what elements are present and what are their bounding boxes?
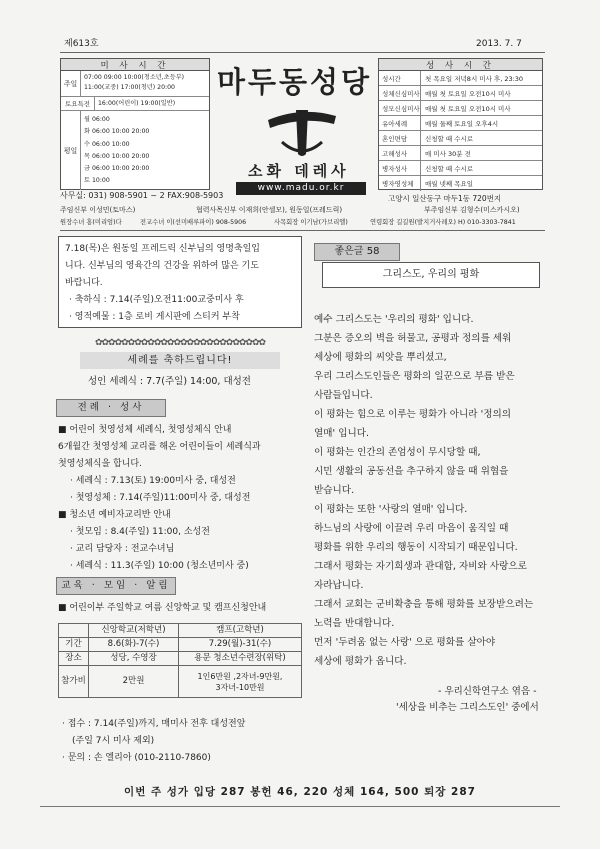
mass-line: 16:00(어린이) 19:00(일반) [98,100,176,107]
mass-row-weekday [61,111,209,190]
mass-line: 수 06:00 10:00 [84,140,130,148]
gospel-line: 이 평화는 인간의 존엄성이 무시당할 때, [314,447,481,458]
sacrament-times-title: 성 사 시 간 [379,59,542,71]
gospel-line: 평화를 위한 우리의 행동이 시작되기 때문입니다. [314,542,518,553]
gospel-head: 좋은글 58 [314,243,400,261]
registration-info: · 접수 : 7.14(주일)까지, 매미사 전후 대성전앞 (주일 7시 미사 제외) · 문의 : 손 엘리아 (010-2110-7860) [58,716,308,767]
camp-table [58,623,302,698]
gospel-line: 이 평화는 또한 '사랑의 열매' 입니다. [314,504,468,515]
parish-address: 고양시 일산동구 마두1동 720번지 [388,194,502,203]
liturgy-line: 6개월간 첫영성체 교리를 해온 어린이들이 세례식과 [58,442,261,452]
gospel-line: 열매' 입니다. [314,428,370,439]
issue-number: 제613호 [64,39,99,49]
liturgy-item: 세례식 : 11.3(주일) 10:00 (청소년미사 중) [75,561,249,571]
notice-item: 영적예물 : 1층 로비 게시판에 스티커 부착 [74,312,240,322]
gospel-source-2: '세상을 비추는 그리스도인' 중에서 [396,702,539,713]
patron-name: 소화 데레사 [248,162,350,180]
pastor: 주임신부 이성민(토마스) [60,206,136,214]
cross-logo-icon [262,98,342,160]
flower-border-icon: ✿✿✿✿✿✿✿✿✿✿✿✿✿✿✿✿✿✿✿✿✿✿✿✿✿✿ [94,338,266,348]
camp-cell: 성당, 수영장 [89,652,179,666]
camp-header: 신앙학교(저학년) [89,624,179,638]
mass-row-label [61,111,81,190]
sacrament-row [379,101,542,116]
gospel-line: 사람들입니다. [314,390,373,401]
education-title: 어린이부 주일학교 여름 신앙학교 및 캠프신청안내 [69,603,267,613]
sacrament-label: 유아세례 [379,116,421,130]
weekday-label: 평일 [63,146,78,155]
sacrament-value: 매월 넷째 목요일 [425,180,474,188]
mass-line: 11:00(교중) 17:00(청년) 20:00 [84,84,175,91]
mass-line: 07:00 09:00 10:00(청소년,초등부) [84,74,185,81]
sacrament-label: 병자영성체 [379,176,421,191]
header-rule [60,52,545,53]
gospel-line: 그분은 증오의 벽을 허물고, 공평과 정의를 세워 [314,333,512,344]
office-phone: 사무실: 031) 908-5901 ~ 2 FAX:908-5903 [60,191,224,200]
parish-name: 마두동성당 [217,65,373,99]
camp-fee-line: 3자녀-10만원 [215,682,265,692]
feast-notice-box: 7.18(목)은 원동일 프레드릭 신부님의 영명축일입 니다. 신부님의 영육간의 건강을 위하여 많은 기도 바랍니다. · 축하식 : 7.14(주일)오전11:00교중미사 후 · 영적예물 : 1층 로비 게시판에 스티커 부착 [58,236,302,328]
sacrament-label: 성모신심미사 [379,101,421,115]
mass-line: 토 10:00 [84,177,110,185]
sacrament-label: 성시간 [379,71,421,85]
liturgy-s1-title: 어린이 첫영성체 세례식, 첫영성체식 안내 [69,425,232,435]
registration-item: (주일 7시 미사 제외) [72,736,155,746]
mass-times-title: 미 사 시 간 [61,59,209,71]
camp-cell: 장소 [59,652,89,666]
camp-cell: 용문 청소년수련장(위탁) [179,652,302,666]
sacrament-row [379,146,542,161]
section-education-head: 교육 · 모임 · 알림 [56,577,176,595]
liturgy-item: 세례식 : 7.13(토) 19:00미사 중, 대성전 [75,476,236,486]
sacrament-value: 신청할 때 수시로 [425,134,474,143]
header-bottom-rule [60,230,545,231]
gospel-line: 시민 생활의 공동선을 추구하지 않을 때 위협을 [314,466,509,477]
sacrament-row [379,161,542,176]
liturgy-section: ■ 어린이 첫영성체 세례식, 첫영성체식 안내 6개월간 첫영성체 교리를 해온 어린이들이 세례식과 첫영성체식을 합니다. · 세례식 : 7.13(토) 19:00미사 중, 대성전 · 첫영성체 : 7.14(주일)11:00미사 중, 대성전 ■ 청소년 예비자교리반 안내 · 첫모임 : 8.4(주일) 11:00, 소성전 · 교리 담당자 : 전교수녀님 · 세례식 : 11.3(주일) 10:00 (청소년미사 중) [58,422,308,575]
camp-header [59,624,89,638]
liturgy-s2-title: 청소년 예비자교리반 안내 [69,510,171,520]
sacrament-row [379,71,542,86]
registration-item: 문의 : 손 엘리아 (010-2110-7860) [67,753,211,763]
gospel-line: 예수 그리스도는 '우리의 평화' 입니다. [314,314,474,325]
sacrament-value: 매월 첫 토요일 오전10시 미사 [425,89,511,98]
sacrament-label: 병자성사 [379,161,421,175]
liturgy-item: 첫영성체 : 7.14(주일)11:00미사 중, 대성전 [75,493,251,503]
notice-item: 축하식 : 7.14(주일)오전11:00교중미사 후 [74,295,244,305]
education-title-row: ■ 어린이부 주일학교 여름 신앙학교 및 캠프신청안내 [58,603,267,613]
gospel-title: 그리스도, 우리의 평화 [322,262,540,288]
notice-line: 7.18(목)은 원동일 프레드릭 신부님의 영명축일입 [65,244,260,254]
gospel-line: 자라납니다. [314,580,364,591]
assistant-priests: 협력사목신부 이재희(안셀모), 원동일(프레드릭) [196,206,343,214]
sister-superior: 원장수녀 홍(미리엄)다 [60,219,122,226]
sacrament-label: 혼인면담 [379,131,421,145]
camp-cell: 8.6(화)-7(수) [89,638,179,652]
footer-rule [40,806,560,807]
gospel-line: 먼저 '두려움 없는 사랑' 으로 평화를 살아야 [314,637,496,648]
camp-cell: 기간 [59,638,89,652]
mission-sister: 전교수녀 이(선미배루파이) 908-5906 [140,219,247,226]
gospel-line: 하느님의 사랑에 이끌려 우리 마음이 움직일 때 [314,523,509,534]
sacrament-row [379,176,542,191]
sacrament-times-table [378,58,543,190]
notice-line: 니다. 신부님의 영육간의 건강을 위하여 많은 기도 [65,261,259,271]
mass-line: 목 06:00 10:00 20:00 [84,152,150,160]
camp-cell: 참가비 [59,666,89,698]
sacrament-row [379,116,542,131]
sacrament-label: 고해성사 [379,146,421,160]
liturgy-item: 첫모임 : 8.4(주일) 11:00, 소성전 [75,527,210,537]
gospel-line: 세상에 평화의 씨앗을 뿌리셨고, [314,352,447,363]
camp-cell: 2만원 [89,666,179,698]
mass-line: 월 06:00 [84,116,110,123]
issue-date: 2013. 7. 7 [476,39,522,49]
mass-row-label: 토요특전 [61,97,95,110]
gospel-source-1: - 우리신학연구소 엮음 - [438,686,537,697]
gospel-line: 세상에 평화가 옵니다. [314,656,407,667]
liturgy-item: 교리 담당자 : 전교수녀님 [75,544,175,554]
mass-row-saturday [61,97,209,111]
hymn-numbers: 이번 주 성가 입당 287 봉헌 46, 220 성체 164, 500 퇴장 287 [124,786,476,798]
website-link[interactable]: www.madu.or.kr [236,182,366,195]
camp-fee-cell [179,666,302,698]
mass-times-table [60,58,210,190]
mass-line: 금 06:00 10:00 20:00 [84,165,150,173]
gospel-line: 받습니다. [314,485,355,496]
gospel-line: 이 평화는 힘으로 이루는 평화가 아니라 '정의의 [314,409,512,420]
sacrament-label: 성체신심미사 [379,86,421,100]
mass-row-sunday [61,71,209,97]
camp-header: 캠프(고학년) [179,624,302,638]
mass-row-label: 주일 [61,71,81,96]
sacrament-value: 첫 목요일 저녁8시 미사 후, 23:30 [425,74,524,83]
sacrament-row [379,86,542,101]
section-liturgy-head: 전례 · 성사 [56,399,166,417]
baptism-title: 세례를 축하드립니다! [80,352,280,369]
gospel-line: 노력을 반대합니다. [314,618,395,629]
council-president: 사목회장 이기남(가브리엘) [274,219,348,226]
mass-line: 화 06:00 10:00 20:00 [84,128,150,136]
camp-fee-line: 1인6만원 ,2자녀-9만원, [197,671,283,681]
sacrament-value: 매월 첫 토요일 오전10시 미사 [425,104,511,113]
gospel-line: 그래서 평화는 자기희생과 관대함, 자비와 사랑으로 [314,561,527,572]
notice-line: 바랍니다. [65,278,103,288]
gospel-line: 그래서 교회는 군비확충을 통해 평화를 보장받으려는 [314,599,534,610]
associate-pastor: 부주임신부 김형수(미스카시오) [424,206,520,214]
sacrament-row [379,131,542,146]
sacrament-value: 매월 둘째 토요일 오후4시 [425,119,499,128]
camp-cell: 7.29(월)-31(수) [179,638,302,652]
registration-item: 접수 : 7.14(주일)까지, 매미사 전후 대성전앞 [67,719,246,729]
gospel-line: 우리 그리스도인들은 평화의 일꾼으로 부름 받은 [314,371,515,382]
sacrament-value: 매 미사 30분 전 [425,149,471,158]
funeral-chief: 연령회장 길길원(발지거사레오) H) 010-3303-7841 [370,219,516,226]
gospel-text [314,310,549,671]
baptism-detail: 성인 세례식 : 7.7(주일) 14:00, 대성전 [88,376,251,387]
sacrament-value: 신청할 때 수시로 [425,164,474,173]
liturgy-line: 첫영성체식을 합니다. [58,459,142,469]
